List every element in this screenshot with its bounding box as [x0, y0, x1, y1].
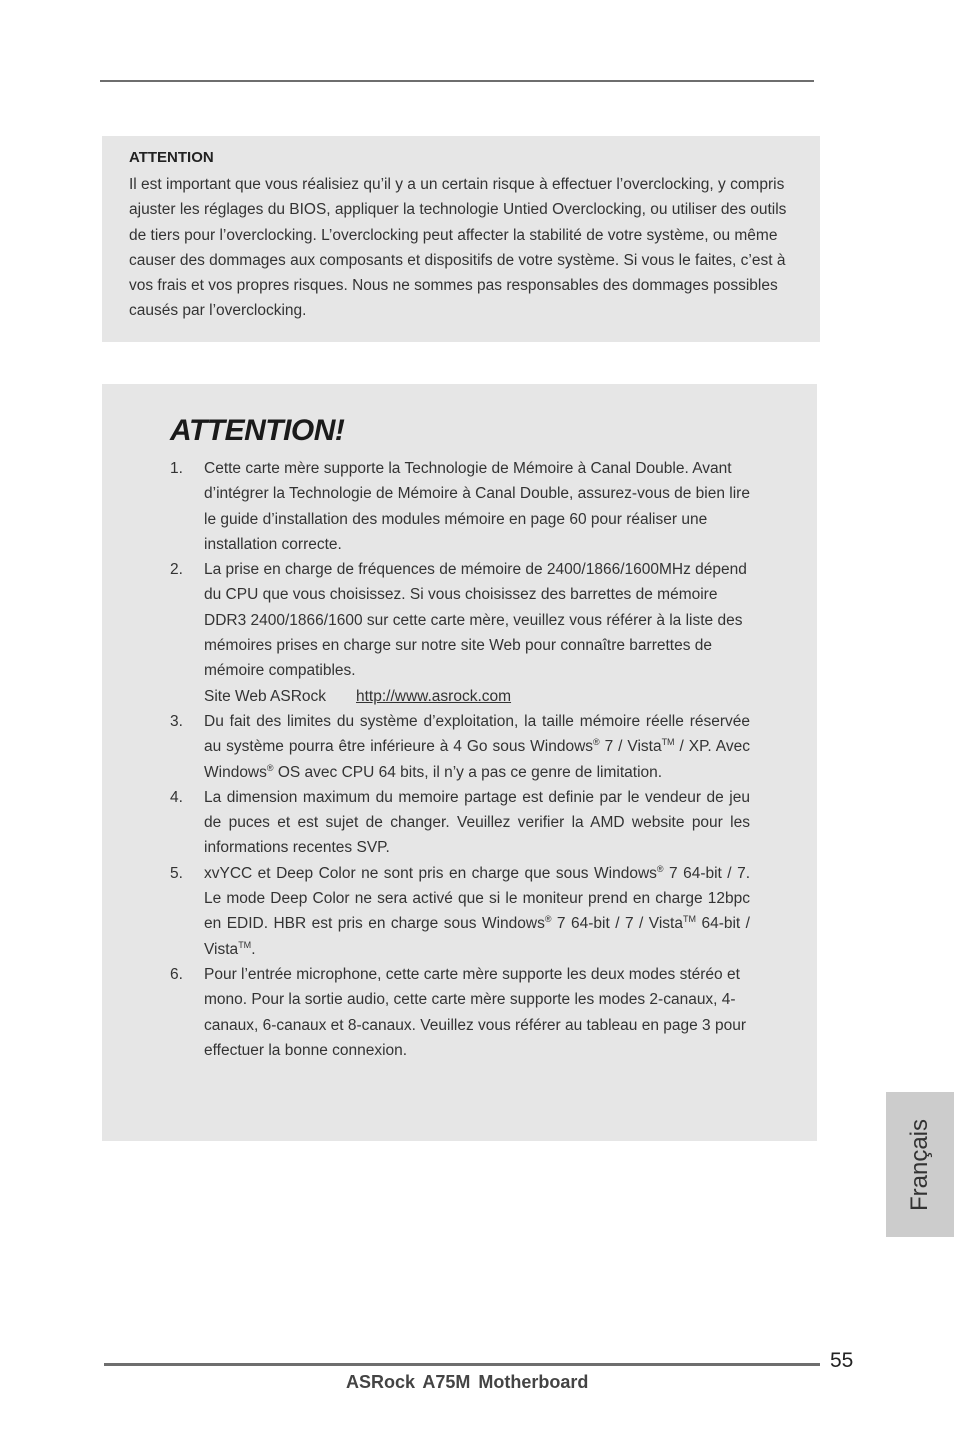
top-divider [100, 80, 814, 82]
list-item [170, 557, 750, 709]
item-text [204, 861, 750, 962]
trademark-mark: TM [238, 939, 252, 950]
text-segment: 7 64-bit / 7 / Vista [551, 915, 683, 933]
item-paragraph: Pour l’entrée microphone, cette carte mère supporte les deux modes stéréo et mono. Pour la sortie audio, cette carte mère supporte les modes 2-canaux, 4-canaux, 6-canaux et 8-canaux. Veuillez vous référer au tableau en page 3 pour effectuer la bonne connexion. [204, 965, 747, 1059]
attention-list [170, 456, 750, 1063]
text-segment: 7 / Vista [599, 738, 662, 756]
registered-mark: ® [544, 914, 552, 925]
item-number: 2. [170, 561, 183, 579]
item-text [204, 557, 750, 709]
item-text [204, 709, 750, 785]
item-number: 1. [170, 460, 183, 477]
item-number: 6. [170, 965, 183, 983]
bottom-divider [104, 1363, 820, 1366]
registered-mark: ® [593, 737, 600, 748]
item-number: 4. [170, 788, 183, 806]
list-item [170, 861, 750, 962]
text-segment: 64-bit / Vista [204, 915, 750, 958]
asrock-website-link[interactable]: http://www.asrock.com [356, 687, 512, 705]
trademark-mark: TM [661, 737, 675, 748]
page-number: 55 [830, 1349, 854, 1372]
list-item [170, 709, 750, 785]
attention-panel [102, 384, 817, 1141]
text-segment: Du fait des limites du système d’exploitation, la taille mémoire réelle réservée au système pourra être inférieure à 4 Go sous Windows [204, 712, 750, 756]
item-paragraph [204, 709, 750, 785]
item-number: 5. [170, 864, 183, 882]
registered-mark: ® [656, 863, 664, 874]
text-segment: / XP. Avec Windows [204, 738, 750, 781]
text-segment: OS avec CPU 64 bits, il n’y a pas ce genre de limitation. [273, 763, 663, 781]
website-row [204, 684, 750, 709]
text-segment: 7 64-bit / 7. Le mode Deep Color ne sera activé que si le moniteur prend en charge 12bpc en EDID. HBR est pris en charge sous Windows [204, 864, 750, 933]
text-segment: xvYCC et Deep Color ne sont pris en charge que sous Windows [204, 864, 657, 882]
list-item [170, 785, 750, 861]
item-paragraph: La dimension maximum du memoire partage est definie par le vendeur de jeu de puces et est sujet de changer. Veuillez verifier la AMD website pour les informations recentes SVP. [204, 788, 750, 857]
notice-body: Il est important que vous réalisiez qu’il y a un certain risque à effectuer l’overclocking, y compris ajuster les réglages du BIOS, appliquer la technologie Untied Overclocking, ou utiliser des outils de tiers pour l’overclocking. L’overclocking peut affecter la stabilité de votre système, ou même causer des dommages aux composants et dispositifs de votre système. Si vous le faites, c’est à vos frais et vos propres risques. Nous ne sommes pas responsables des dommages possibles causés par l’overclocking. [129, 176, 787, 320]
item-number: 3. [170, 712, 183, 730]
item-text [204, 456, 750, 557]
item-paragraph: Cette carte mère supporte la Technologie de Mémoire à Canal Double. Avant d’intégrer la Technologie de Mémoire à Canal Double, assurez-vous de bien lire le guide d’installation des modules mémoire en page 60 pour réaliser une installation correcte. [204, 460, 750, 553]
list-item [170, 962, 750, 1063]
item-text [204, 785, 750, 861]
notice-title: ATTENTION [129, 149, 214, 166]
attention-heading: ATTENTION! [170, 414, 345, 447]
item-paragraph: La prise en charge de fréquences de mémoire de 2400/1866/1600MHz dépend du CPU que vous choisissez. Si vous choisissez des barrettes de mémoire DDR3 2400/1866/1600 sur cette carte mère, veuillez vous référer à la liste des mémoires prises en charge sur notre site Web pour connaître barrettes de mémoire compatibles. [204, 561, 747, 680]
language-tab [886, 1092, 954, 1237]
overclocking-notice [102, 136, 820, 342]
item-paragraph [204, 861, 750, 962]
footer-title: ASRock A75M Motherboard [346, 1372, 589, 1392]
text-segment: . [251, 940, 256, 958]
website-label: Site Web ASRock [204, 687, 327, 705]
list-item [170, 456, 750, 557]
language-label: Français [906, 1118, 933, 1211]
trademark-mark: TM [683, 914, 696, 925]
item-text [204, 962, 750, 1063]
registered-mark: ® [266, 762, 274, 773]
